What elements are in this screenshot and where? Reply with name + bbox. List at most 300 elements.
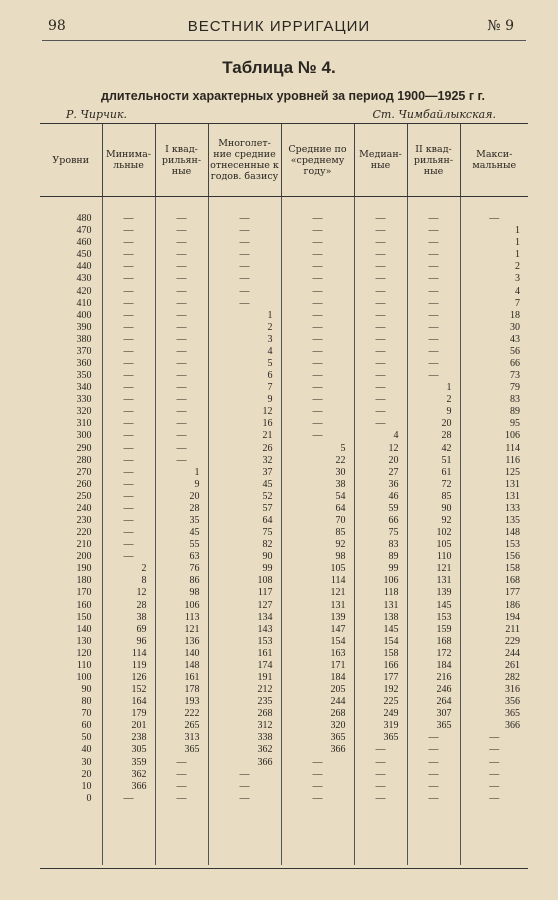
page-number: 98	[48, 18, 66, 34]
table-row	[40, 539, 528, 551]
duration-cell: 136	[155, 636, 208, 648]
level-cell: 70	[81, 708, 92, 720]
duration-cell: —	[281, 382, 354, 394]
duration-cell: 366	[208, 757, 281, 769]
duration-cell: —	[155, 322, 208, 334]
duration-cell: —	[281, 394, 354, 406]
duration-cell: —	[155, 781, 208, 793]
level-cell: 290	[76, 442, 92, 454]
table-row	[40, 273, 528, 285]
duration-cell: —	[155, 358, 208, 370]
duration-cell: —	[102, 430, 155, 442]
duration-cell: —	[407, 757, 460, 769]
duration-cell: 12	[102, 587, 155, 599]
duration-cell: 76	[155, 563, 208, 575]
duration-cell: 268	[281, 708, 354, 720]
duration-cell: —	[407, 346, 460, 358]
table-title: Таблица № 4.	[222, 58, 336, 77]
duration-cell: —	[102, 515, 155, 527]
table-row	[40, 322, 528, 334]
duration-cell: 69	[102, 624, 155, 636]
level-cell: 210	[76, 539, 92, 551]
duration-cell: 117	[208, 587, 281, 599]
duration-cell: 366	[281, 744, 354, 756]
duration-cell: 168	[407, 636, 460, 648]
duration-cell: —	[102, 406, 155, 418]
duration-cell: 64	[208, 515, 281, 527]
duration-cell: —	[155, 430, 208, 442]
duration-cell: 28	[102, 600, 155, 612]
duration-cell: —	[281, 358, 354, 370]
duration-cell: 225	[354, 696, 407, 708]
duration-cell: 54	[281, 491, 354, 503]
table-row	[40, 587, 528, 599]
table-row	[40, 575, 528, 587]
table-row	[40, 249, 528, 261]
table-row	[40, 624, 528, 636]
table-row	[40, 672, 528, 684]
duration-cell: —	[102, 442, 155, 454]
duration-cell: 1	[208, 310, 281, 322]
level-cell: 330	[76, 394, 92, 406]
level-cell: 420	[76, 285, 92, 297]
duration-cell: —	[354, 322, 407, 334]
duration-cell: —	[102, 370, 155, 382]
duration-cell: 362	[102, 769, 155, 781]
column-header: Уровни	[40, 124, 102, 197]
table-row	[40, 757, 528, 769]
table-row	[40, 660, 528, 672]
duration-cell: 75	[208, 527, 281, 539]
duration-cell: 37	[208, 467, 281, 479]
table-row	[40, 563, 528, 575]
duration-cell: —	[208, 769, 281, 781]
duration-cell: 46	[354, 491, 407, 503]
duration-cell: —	[407, 213, 460, 225]
duration-cell: —	[407, 237, 460, 249]
duration-cell: —	[460, 213, 528, 225]
duration-cell: —	[102, 527, 155, 539]
duration-cell: 2	[208, 322, 281, 334]
level-cell: 120	[76, 647, 92, 659]
duration-cell: 179	[102, 708, 155, 720]
duration-cell: 57	[208, 503, 281, 515]
duration-cell: 194	[460, 612, 528, 624]
duration-cell: 98	[281, 551, 354, 563]
duration-cell: —	[460, 732, 528, 744]
duration-cell: 172	[407, 648, 460, 660]
duration-cell: 106	[460, 430, 528, 442]
duration-cell: 244	[281, 696, 354, 708]
duration-cell: 127	[208, 600, 281, 612]
duration-cell: —	[102, 261, 155, 273]
duration-cell: 5	[208, 358, 281, 370]
duration-cell: 222	[155, 708, 208, 720]
duration-cell: 156	[460, 551, 528, 563]
duration-cell: —	[354, 382, 407, 394]
level-cell: 270	[76, 466, 92, 478]
table-row	[40, 781, 528, 793]
level-cell: 100	[76, 672, 92, 683]
filler-cell	[208, 805, 281, 865]
duration-cell: 313	[155, 732, 208, 744]
duration-cell: 6	[208, 370, 281, 382]
duration-cell: —	[208, 213, 281, 225]
levels-table-container	[40, 123, 528, 869]
duration-cell: 38	[281, 479, 354, 491]
table-row	[40, 370, 528, 382]
duration-cell: 229	[460, 636, 528, 648]
duration-cell: —	[102, 358, 155, 370]
table-row	[40, 769, 528, 781]
duration-cell: —	[460, 781, 528, 793]
table-header-row	[40, 124, 528, 197]
duration-cell: —	[208, 781, 281, 793]
duration-cell: —	[208, 273, 281, 285]
duration-cell: 154	[281, 636, 354, 648]
duration-cell: —	[102, 382, 155, 394]
duration-cell: 158	[354, 648, 407, 660]
duration-cell: 365	[460, 708, 528, 720]
column-header: II квад-рильян-ные	[407, 124, 460, 197]
duration-cell: 38	[102, 612, 155, 624]
duration-cell: 121	[407, 563, 460, 575]
level-cell: 450	[76, 249, 92, 261]
duration-cell: —	[354, 298, 407, 310]
duration-cell: 9	[208, 394, 281, 406]
duration-cell: —	[281, 322, 354, 334]
duration-cell: 102	[407, 527, 460, 539]
duration-cell: —	[407, 769, 460, 781]
spacer-cell	[40, 197, 102, 214]
duration-cell: 307	[407, 708, 460, 720]
duration-cell: 27	[354, 467, 407, 479]
duration-cell: —	[281, 430, 354, 442]
duration-cell: 59	[354, 503, 407, 515]
duration-cell: 212	[208, 684, 281, 696]
duration-cell: 1	[460, 237, 528, 249]
duration-cell: —	[407, 249, 460, 261]
duration-cell: 365	[407, 720, 460, 732]
duration-cell: 235	[208, 696, 281, 708]
table-row	[40, 479, 528, 491]
duration-cell: 22	[281, 455, 354, 467]
duration-cell: —	[354, 334, 407, 346]
duration-cell: 3	[460, 273, 528, 285]
duration-cell: 99	[208, 563, 281, 575]
level-cell: 250	[76, 490, 92, 502]
duration-cell: —	[102, 394, 155, 406]
table-row	[40, 237, 528, 249]
spacer-cell	[354, 197, 407, 214]
level-cell: 200	[76, 551, 92, 563]
duration-cell: 153	[460, 539, 528, 551]
table-row	[40, 213, 528, 225]
duration-cell: —	[281, 213, 354, 225]
duration-cell: —	[102, 298, 155, 310]
duration-cell: 1	[407, 382, 460, 394]
duration-cell: 95	[460, 418, 528, 430]
duration-cell: 147	[281, 624, 354, 636]
duration-cell: 131	[460, 491, 528, 503]
table-row	[40, 430, 528, 442]
duration-cell: 134	[208, 612, 281, 624]
duration-cell: 92	[407, 515, 460, 527]
duration-cell: —	[281, 757, 354, 769]
duration-cell: 21	[208, 430, 281, 442]
duration-cell: —	[281, 225, 354, 237]
duration-cell: —	[155, 418, 208, 430]
duration-cell: —	[155, 310, 208, 322]
duration-cell: —	[155, 225, 208, 237]
duration-cell: —	[102, 539, 155, 551]
level-cell: 350	[76, 370, 92, 382]
duration-cell: 108	[208, 575, 281, 587]
duration-cell: 106	[354, 575, 407, 587]
duration-cell: 163	[281, 648, 354, 660]
duration-cell: —	[102, 225, 155, 237]
duration-cell: 186	[460, 600, 528, 612]
duration-cell: —	[407, 273, 460, 285]
level-cell: 220	[76, 527, 92, 539]
duration-cell: —	[102, 237, 155, 249]
duration-cell: 356	[460, 696, 528, 708]
duration-cell: 106	[155, 600, 208, 612]
level-cell: 430	[76, 273, 92, 285]
duration-cell: —	[354, 370, 407, 382]
duration-cell: 110	[407, 551, 460, 563]
level-cell: 230	[76, 514, 92, 526]
level-cell: 240	[76, 502, 92, 514]
duration-cell: 121	[281, 587, 354, 599]
duration-cell: 126	[102, 672, 155, 684]
spacer-cell	[102, 197, 155, 214]
duration-cell: 114	[102, 648, 155, 660]
duration-cell: 320	[281, 720, 354, 732]
column-header: I квад-рильян-ные	[155, 124, 208, 197]
duration-cell: 1	[460, 225, 528, 237]
duration-cell: 12	[208, 406, 281, 418]
duration-cell: 193	[155, 696, 208, 708]
table-row	[40, 636, 528, 648]
duration-cell: 338	[208, 732, 281, 744]
level-cell: 460	[76, 237, 92, 249]
duration-cell: —	[102, 213, 155, 225]
level-cell: 470	[76, 225, 92, 237]
duration-cell: —	[208, 237, 281, 249]
duration-cell: —	[407, 732, 460, 744]
duration-cell: —	[155, 406, 208, 418]
duration-cell: 249	[354, 708, 407, 720]
duration-cell: 238	[102, 732, 155, 744]
table-row	[40, 648, 528, 660]
duration-cell: 161	[208, 648, 281, 660]
duration-cell: —	[407, 781, 460, 793]
duration-cell: 205	[281, 684, 354, 696]
table-subtitle: длительности характерных уровней за период 1900—1925 г г.	[101, 89, 485, 103]
duration-cell: —	[354, 781, 407, 793]
duration-cell: 121	[155, 624, 208, 636]
duration-cell: —	[155, 442, 208, 454]
duration-cell: 316	[460, 684, 528, 696]
duration-cell: 66	[354, 515, 407, 527]
duration-cell: 35	[155, 515, 208, 527]
duration-cell: 30	[460, 322, 528, 334]
duration-cell: —	[155, 298, 208, 310]
duration-cell: 20	[155, 491, 208, 503]
level-cell: 170	[76, 587, 92, 599]
table-row	[40, 732, 528, 744]
running-header	[0, 18, 558, 42]
duration-cell: —	[354, 285, 407, 297]
table-row	[40, 358, 528, 370]
duration-cell: —	[281, 769, 354, 781]
duration-cell: —	[281, 285, 354, 297]
table-row	[40, 503, 528, 515]
duration-cell: 63	[155, 551, 208, 563]
duration-cell: 2	[102, 563, 155, 575]
duration-cell: —	[354, 310, 407, 322]
duration-cell: —	[155, 455, 208, 467]
duration-cell: 30	[281, 467, 354, 479]
duration-cell: —	[407, 310, 460, 322]
level-cell: 140	[76, 623, 92, 635]
duration-cell: 152	[102, 684, 155, 696]
duration-cell: 159	[407, 624, 460, 636]
duration-cell: —	[102, 273, 155, 285]
spacer-cell	[281, 197, 354, 214]
level-cell: 480	[76, 213, 92, 225]
duration-cell: —	[155, 285, 208, 297]
duration-cell: —	[281, 781, 354, 793]
duration-cell: 143	[208, 624, 281, 636]
duration-cell: —	[281, 406, 354, 418]
duration-cell: 28	[407, 430, 460, 442]
table-row	[40, 527, 528, 539]
duration-cell: 131	[281, 600, 354, 612]
duration-cell: —	[155, 757, 208, 769]
filler-cell	[407, 805, 460, 865]
duration-cell: 83	[354, 539, 407, 551]
duration-cell: 72	[407, 479, 460, 491]
duration-cell: —	[208, 285, 281, 297]
duration-cell: —	[354, 394, 407, 406]
duration-cell: —	[354, 769, 407, 781]
duration-cell: 148	[460, 527, 528, 539]
column-header: Средние по «среднему году»	[281, 124, 354, 197]
duration-cell: 96	[102, 636, 155, 648]
duration-cell: —	[354, 249, 407, 261]
level-cell: 440	[76, 261, 92, 273]
duration-cell: —	[460, 744, 528, 756]
duration-cell: 66	[460, 358, 528, 370]
duration-cell: —	[407, 225, 460, 237]
duration-cell: 3	[208, 334, 281, 346]
duration-cell: 52	[208, 491, 281, 503]
duration-cell: —	[354, 793, 407, 805]
duration-cell: 161	[155, 672, 208, 684]
duration-cell: 319	[354, 720, 407, 732]
duration-cell: —	[155, 382, 208, 394]
duration-cell: 113	[155, 612, 208, 624]
duration-cell: —	[208, 249, 281, 261]
duration-cell: —	[208, 261, 281, 273]
duration-cell: —	[208, 298, 281, 310]
duration-cell: 261	[460, 660, 528, 672]
duration-cell: 1	[460, 249, 528, 261]
table-row	[40, 744, 528, 756]
duration-cell: 265	[155, 720, 208, 732]
duration-cell: —	[155, 394, 208, 406]
duration-cell: 177	[354, 672, 407, 684]
level-cell: 130	[76, 635, 92, 647]
duration-cell: —	[407, 298, 460, 310]
duration-cell: 85	[407, 491, 460, 503]
duration-cell: —	[281, 793, 354, 805]
table-row	[40, 793, 528, 805]
duration-cell: 139	[407, 587, 460, 599]
duration-cell: 131	[354, 600, 407, 612]
level-cell: 20	[81, 768, 92, 780]
duration-cell: —	[407, 793, 460, 805]
duration-cell: 131	[407, 575, 460, 587]
filler-cell	[40, 805, 102, 865]
level-cell: 340	[76, 382, 92, 394]
duration-cell: 192	[354, 684, 407, 696]
river-name: Р. Чирчик.	[66, 108, 128, 121]
duration-cell: —	[354, 358, 407, 370]
duration-cell: 18	[460, 310, 528, 322]
duration-cell: 116	[460, 455, 528, 467]
duration-cell: —	[281, 249, 354, 261]
table-row	[40, 551, 528, 563]
table-row	[40, 455, 528, 467]
filler-cell	[281, 805, 354, 865]
duration-cell: 118	[354, 587, 407, 599]
duration-cell: 154	[354, 636, 407, 648]
duration-cell: 365	[155, 744, 208, 756]
duration-cell: —	[281, 310, 354, 322]
duration-cell: —	[460, 793, 528, 805]
duration-cell: 32	[208, 455, 281, 467]
duration-cell: 119	[102, 660, 155, 672]
header-rule	[42, 40, 526, 41]
duration-cell: 362	[208, 744, 281, 756]
level-cell: 40	[81, 744, 92, 756]
duration-cell: —	[155, 273, 208, 285]
duration-cell: —	[102, 455, 155, 467]
duration-cell: 45	[208, 479, 281, 491]
duration-cell: 365	[281, 732, 354, 744]
level-cell: 360	[76, 357, 92, 369]
duration-cell: 138	[354, 612, 407, 624]
duration-cell: 1	[155, 467, 208, 479]
level-cell: 0	[86, 792, 92, 804]
level-cell: 310	[76, 418, 92, 430]
level-cell: 80	[81, 696, 92, 708]
duration-cell: 2	[407, 394, 460, 406]
duration-cell: 114	[460, 442, 528, 454]
duration-cell: 45	[155, 527, 208, 539]
duration-cell: 16	[208, 418, 281, 430]
filler-cell	[155, 805, 208, 865]
duration-cell: 174	[208, 660, 281, 672]
duration-cell: —	[208, 225, 281, 237]
level-cell: 60	[81, 720, 92, 732]
duration-cell: 145	[407, 600, 460, 612]
duration-cell: —	[155, 213, 208, 225]
table-row	[40, 225, 528, 237]
